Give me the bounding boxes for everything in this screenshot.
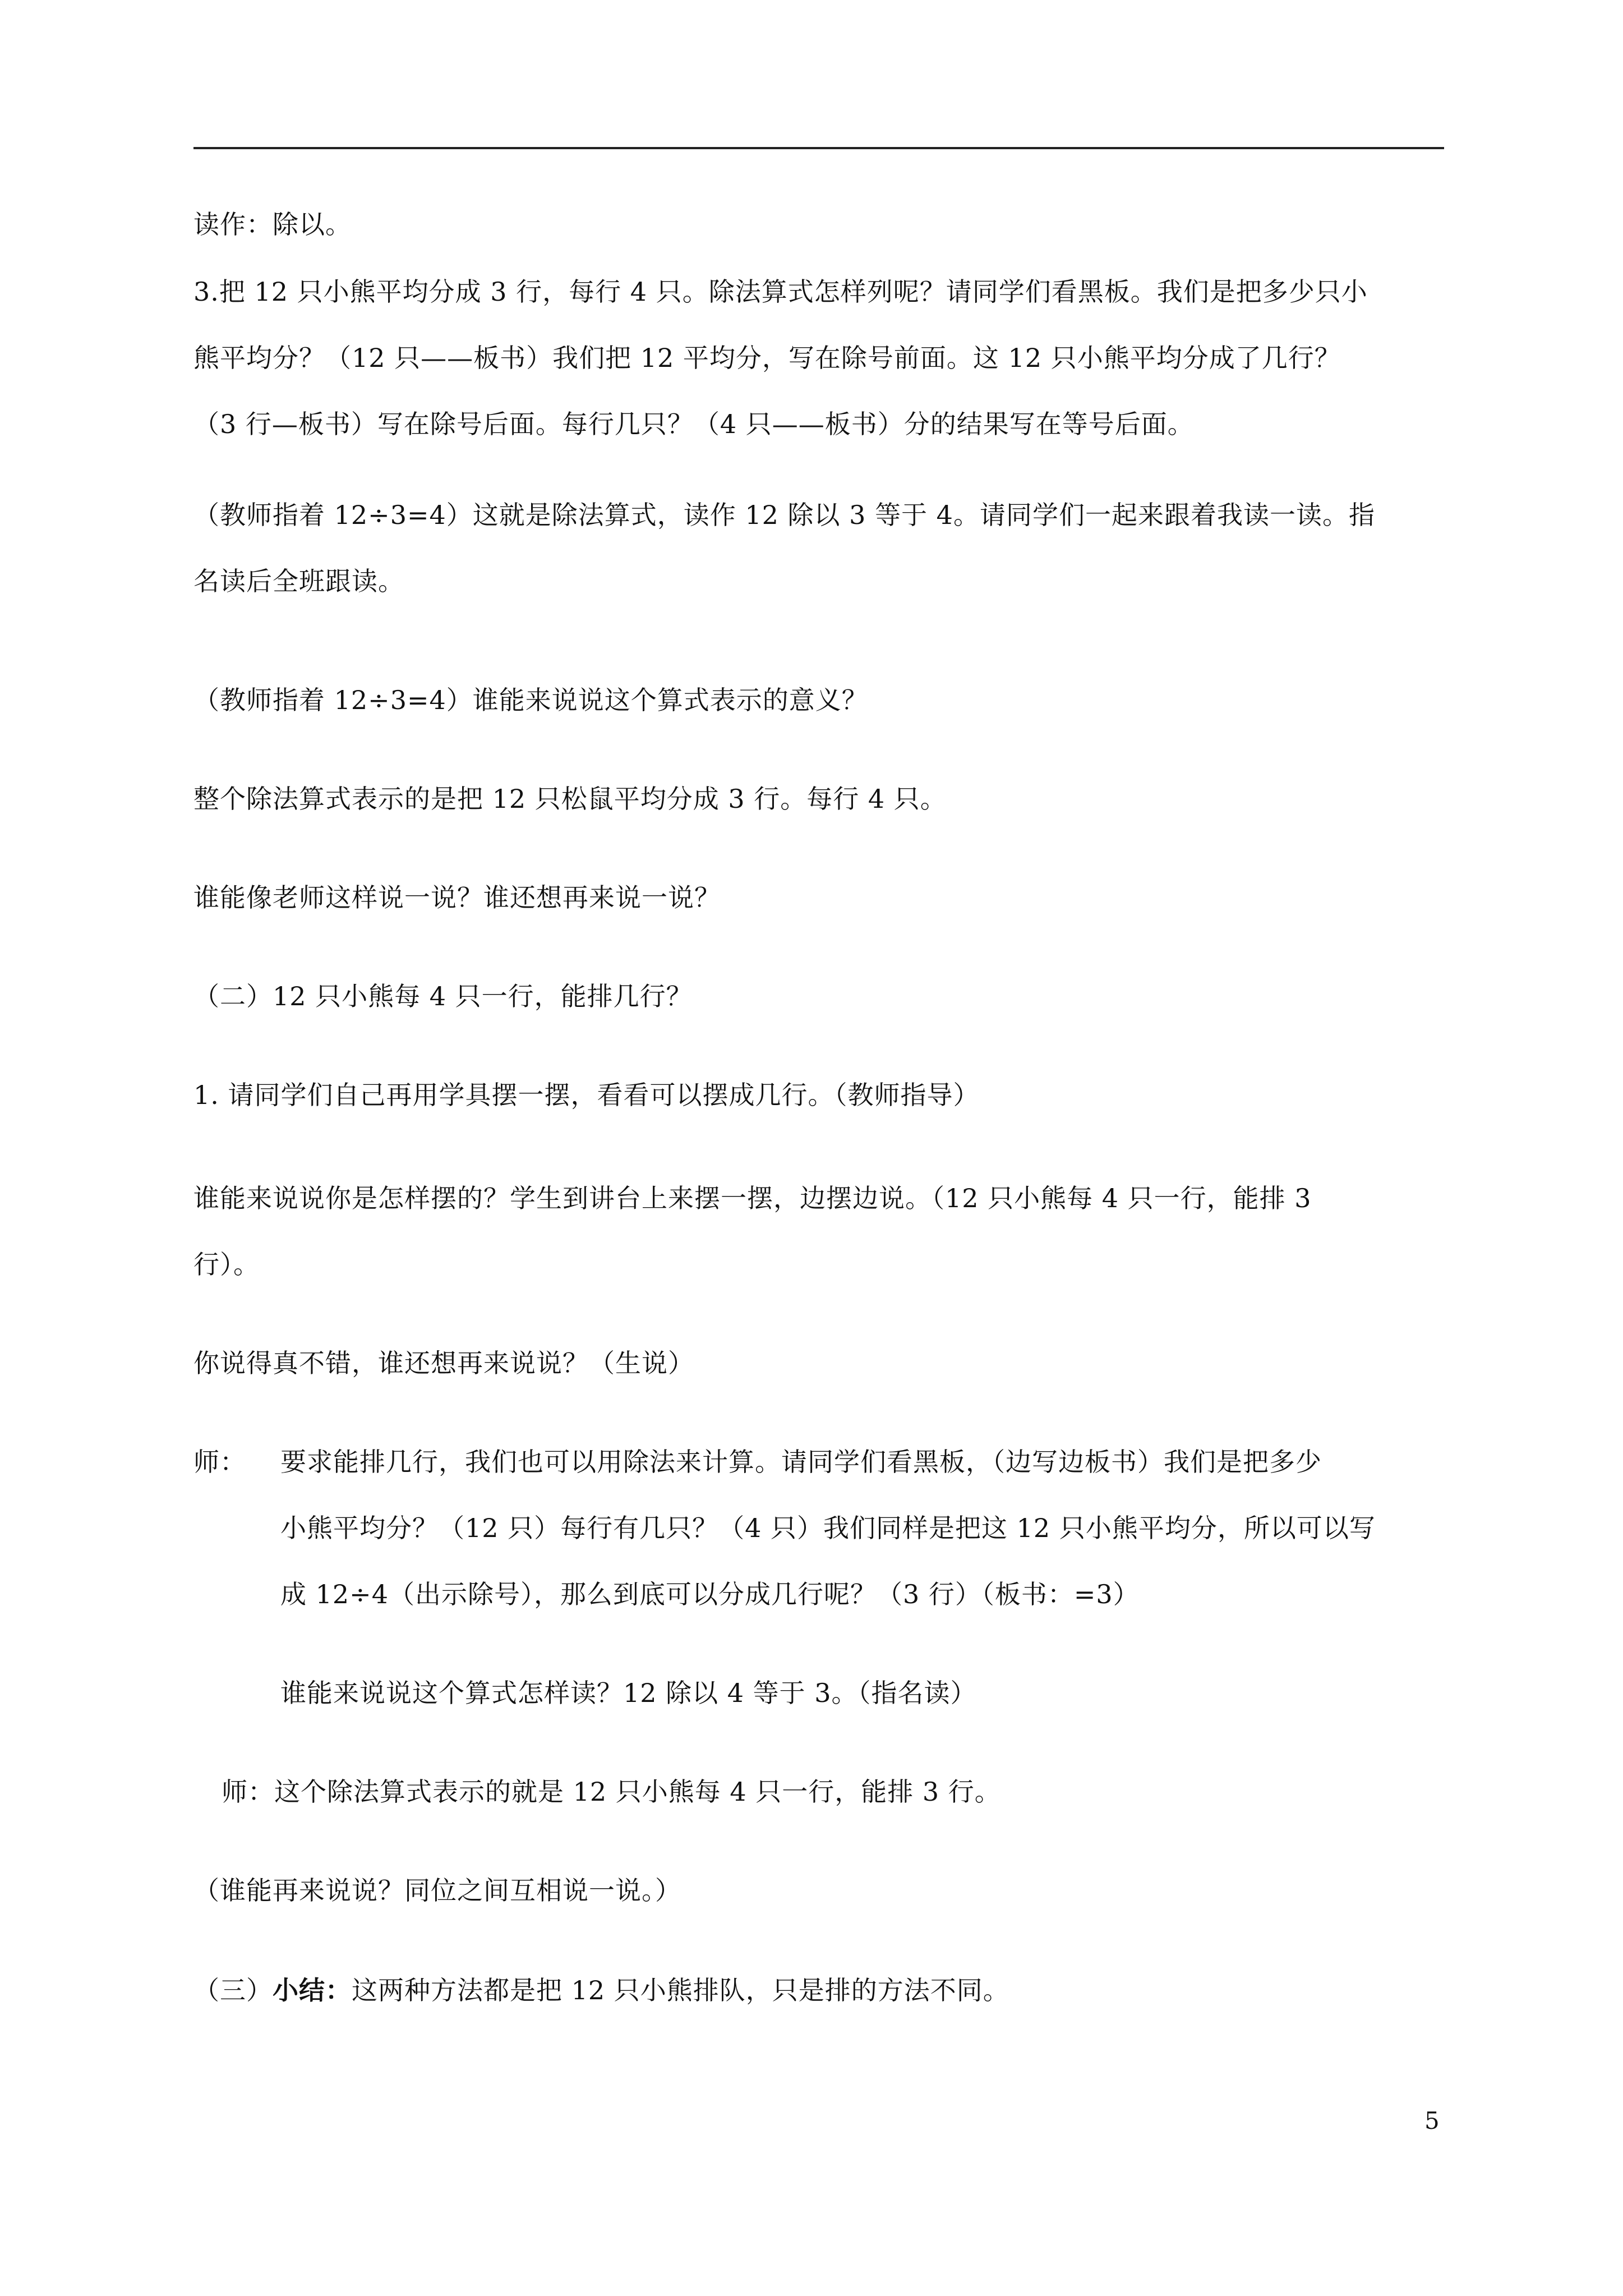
paragraph-teacher-points-line-1: （教师指着 12÷3=4）这就是除法算式，读作 12 除以 3 等于 4。请同学们一起来跟着我读一读。指 (193, 500, 1375, 530)
paragraph-meaning-question: （教师指着 12÷3=4）谁能来说说这个算式表示的意义？ (193, 685, 868, 715)
paragraph-well-said: 你说得真不错，谁还想再来说说？（生说） (193, 1348, 694, 1378)
section-number-three: （三） (193, 1975, 273, 2005)
paragraph-how-arrange-line-2: 行）。 (193, 1249, 260, 1280)
paragraph-teacher-division-line-2: 小熊平均分？（12 只）每行有几只？（4 只）我们同样是把这 12 只小熊平均分，所以可以写 (280, 1513, 1376, 1543)
paragraph-how-arrange-line-1: 谁能来说说你是怎样摆的？学生到讲台上来摆一摆，边摆边说。（12 只小熊每 4 只一行，能排 3 (193, 1183, 1312, 1213)
teacher-label: 师： (193, 1447, 246, 1477)
paragraph-teacher-meaning: 师：这个除法算式表示的就是 12 只小熊每 4 只一行，能排 3 行。 (222, 1777, 1001, 1807)
paragraph-who-can-say: 谁能像老师这样说一说？谁还想再来说一说？ (193, 882, 721, 913)
paragraph-step-1: 1. 请同学们自己再用学具摆一摆，看看可以摆成几行。（教师指导） (193, 1080, 980, 1110)
paragraph-step-3-line-2: 熊平均分？（12 只——板书）我们把 12 平均分，写在除号前面。这 12 只小熊平均分成了几行？ (193, 343, 1341, 373)
section-heading-three (193, 1973, 1009, 2007)
paragraph-teacher-division-line-3: 成 12÷4（出示除号），那么到底可以分成几行呢？（3 行）（板书：=3） (280, 1579, 1140, 1609)
paragraph-how-read: 谁能来说说这个算式怎样读？12 除以 4 等于 3。（指名读） (280, 1678, 977, 1708)
paragraph-teacher-division-line-1: 要求能排几行，我们也可以用除法来计算。请同学们看黑板，（边写边板书）我们是把多少 (280, 1447, 1322, 1477)
paragraph-pair-talk: （谁能再来说说？同位之间互相说一说。） (193, 1875, 681, 1906)
summary-label: 小结： (273, 1975, 352, 2005)
summary-text: 这两种方法都是把 12 只小熊排队，只是排的方法不同。 (352, 1975, 1009, 2005)
page-number: 5 (1424, 2107, 1440, 2134)
section-heading-two: （二）12 只小熊每 4 只一行，能排几行？ (193, 981, 693, 1011)
header-rule (193, 147, 1444, 149)
paragraph-teacher-points-line-2: 名读后全班跟读。 (193, 566, 404, 596)
paragraph-step-3-line-3: （3 行—板书）写在除号后面。每行几只？（4 只——板书）分的结果写在等号后面。 (193, 409, 1194, 439)
paragraph-step-3-line-1: 3.把 12 只小熊平均分成 3 行，每行 4 只。除法算式怎样列呢？请同学们看黑板。我们是把多少只小 (193, 277, 1368, 307)
paragraph-whole-equation: 整个除法算式表示的是把 12 只松鼠平均分成 3 行。每行 4 只。 (193, 784, 947, 814)
paragraph-read-as: 读作：除以。 (193, 209, 352, 240)
